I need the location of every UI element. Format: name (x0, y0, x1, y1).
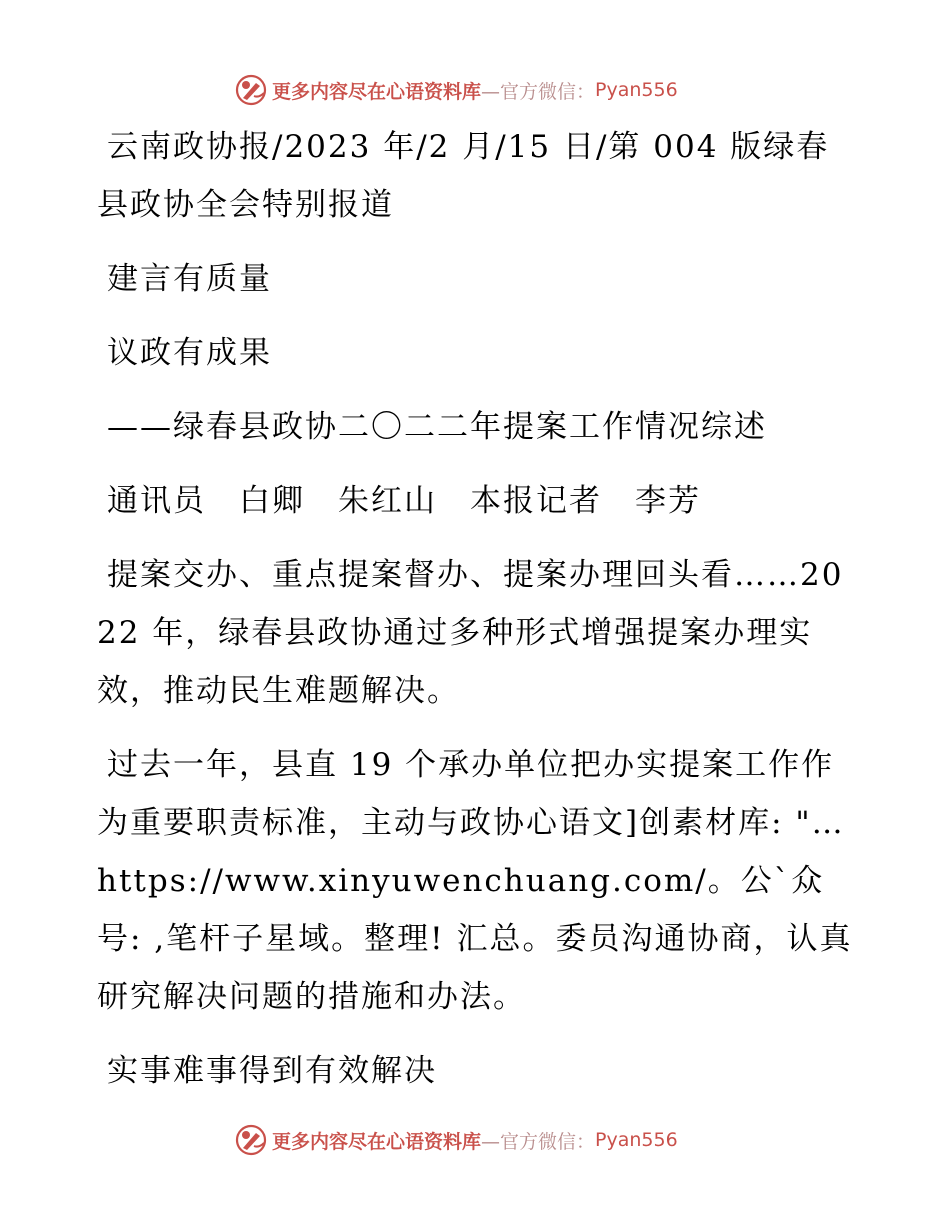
subheadline: ——绿春县政协二〇二二年提案工作情况综述 (107, 409, 767, 445)
headline-line-1: 建言有质量 (107, 261, 272, 297)
body-paragraph: 过去一年，县直 19 个承办单位把办实提案工作作为重要职责标准，主动与政协心语文]创素材库: "…https://www.xinyuwenchuang.com/。公`众号: ,笔杆子星域。整理! 汇总。委员沟通协商，认真研究解决问题的措施和办法。 (97, 747, 853, 1015)
banner-separator: —官方微信： (481, 1130, 596, 1153)
source-line: 云南政协报/2023 年/2 月/15 日/第 004 版绿春县政协全会特别报道 (97, 129, 830, 223)
header-watermark-banner (234, 72, 714, 108)
body-paragraph: 提案交办、重点提案督办、提案办理回头看……2022 年，绿春县政协通过多种形式增强提案办理实效，推动民生难题解决。 (97, 557, 844, 709)
article-body (97, 118, 857, 1116)
banner-wechat-id: Pyan556 (595, 1129, 678, 1151)
footer-watermark-banner (234, 1122, 714, 1158)
banner-title: 更多内容尽在心语资料库 (272, 80, 482, 103)
byline: 通讯员 白卿 朱红山 本报记者 李芳 (107, 483, 701, 519)
banner-wechat-id: Pyan556 (595, 79, 678, 101)
pen-nib-circle-icon (234, 1123, 268, 1157)
banner-title: 更多内容尽在心语资料库 (272, 1130, 482, 1153)
section-heading: 实事难事得到有效解决 (107, 1053, 437, 1089)
banner-separator: —官方微信： (481, 80, 596, 103)
headline-line-2: 议政有成果 (107, 335, 272, 371)
pen-nib-circle-icon (234, 73, 268, 107)
